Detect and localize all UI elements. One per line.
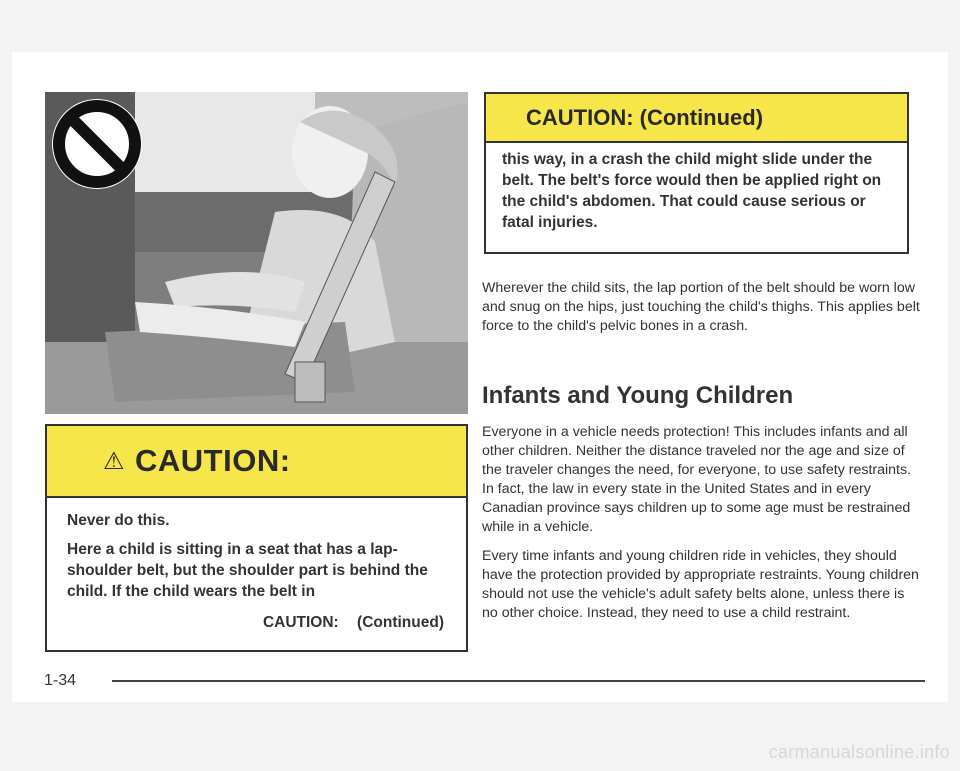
caution-paragraph: this way, in a crash the child might slide under the belt. The belt's force would then be applied right on the child's abdomen. That could cause serious or fatal injuries. <box>502 151 882 231</box>
page-number: 1-34 <box>44 672 77 689</box>
watermark: carmanualsonline.info <box>768 742 950 762</box>
caution-body-left <box>47 498 466 633</box>
warning-triangle-icon: ⚠ <box>103 447 126 475</box>
footer-divider <box>112 680 925 682</box>
caution-header-left <box>47 426 466 498</box>
caution-continued-label: CAUTION: <box>262 614 339 631</box>
caution-continued-heading: CAUTION: (Continued) <box>526 104 764 130</box>
child-seatbelt-illustration <box>45 92 468 414</box>
body-paragraph: Wherever the child sits, the lap portion of the belt should be worn low and snug on the hips, just touching the child's thighs. This applies belt force to the child's pelvic bones in a crash. <box>482 280 920 334</box>
caution-body-right <box>486 143 907 233</box>
body-paragraph: Everyone in a vehicle needs protection! This includes infants and all other children. Neither the distance traveled nor the age and size of the traveler changes the need, for everyone, to use safety restraints. In fact, the law in every state in the United States and in every Canadian province says children up to some age must be restrained while in a vehicle. <box>482 424 912 535</box>
body-paragraph: Every time infants and young children ride in vehicles, they should have the protection provided by appropriate restraints. Young children should not use the vehicle's adult safety belts alone, unless there is no other choice. Instead, they need to use a child restraint. <box>482 548 919 621</box>
prohibition-icon <box>52 99 142 189</box>
caution-box-left <box>45 424 468 652</box>
caution-paragraph: Here a child is sitting in a seat that has a lap-shoulder belt, but the shoulder part is behind the child. If the child wears the belt in <box>67 541 428 600</box>
caution-paragraph: Never do this. <box>67 512 170 529</box>
caution-header-right <box>486 94 907 143</box>
caution-continued <box>67 612 446 633</box>
lap-belt-paragraph-block <box>482 279 922 346</box>
infants-paragraph-block <box>482 423 922 633</box>
caution-box-right <box>484 92 909 254</box>
section-title: Infants and Young Children <box>482 382 794 409</box>
caution-continued-value: (Continued) <box>357 614 444 631</box>
caution-heading: CAUTION: <box>135 443 291 478</box>
